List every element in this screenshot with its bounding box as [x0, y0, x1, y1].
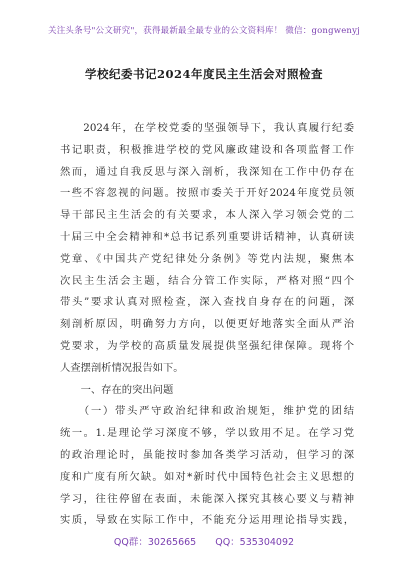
body-line: 刻剖析原因，明确努力方向，以便更好地落实全面从严治	[60, 318, 354, 331]
body-line: 导干部民主生活会的有关要求，本人深入学习领会党的二	[60, 209, 354, 222]
body-line: 学习，往往停留在表面，未能深入探究其核心要义与精神	[60, 492, 354, 505]
body-line: 党要求，为学校的高质量发展提供坚强纪律保障。现将个	[60, 339, 354, 352]
body-line: （一）带头严守政治纪律和政治规矩，维护党的团结	[60, 405, 354, 418]
document-body	[60, 118, 354, 532]
contact-footer: QQ群：30265665 QQ：535304092	[113, 537, 295, 548]
body-line: 书记职责，积极推进学校的党风廉政建设和各项监督工作	[60, 143, 354, 156]
body-line: 的政治理论时，虽能按时参加各类学习活动，但学习的深	[60, 448, 354, 461]
body-line: 2024年，在学校党委的坚强领导下，我认真履行纪委	[60, 122, 354, 134]
body-line: 实质，导致在实际工作中，不能充分运用理论指导实践，	[60, 514, 354, 527]
promo-banner: 关注头条号"公文研究"，获得最新最全最专业的公文资料库！ 微信：gongwenyj	[48, 26, 360, 36]
body-line: 党章、《中国共产党纪律处分条例》等党内法规，聚焦本	[60, 252, 354, 265]
body-line: 一些不容忽视的问题。按照市委关于开好2024年度党员领	[60, 187, 354, 200]
body-line: 带头”要求认真对照检查，深入查找自身存在的问题，深	[60, 296, 354, 309]
body-line: 十届三中全会精神和*总书记系列重要讲话精神，认真研读	[60, 230, 354, 243]
document-title: 学校纪委书记2024年度民主生活会对照检查	[84, 67, 323, 81]
body-line: 人查摆剖析情况报告如下。	[60, 361, 184, 374]
body-line: 度和广度有所欠缺。如对*新时代中国特色社会主义思想的	[60, 470, 354, 483]
body-line: 统一。1.是理论学习深度不够，学以致用不足。在学习党	[60, 427, 354, 440]
body-line: 然而，通过自我反思与深入剖析，我深知在工作中仍存在	[60, 165, 354, 178]
section-heading: 一、存在的突出问题	[60, 383, 174, 396]
body-line: 次民主生活会主题，结合分管工作实际，严格对照“四个	[60, 274, 354, 287]
